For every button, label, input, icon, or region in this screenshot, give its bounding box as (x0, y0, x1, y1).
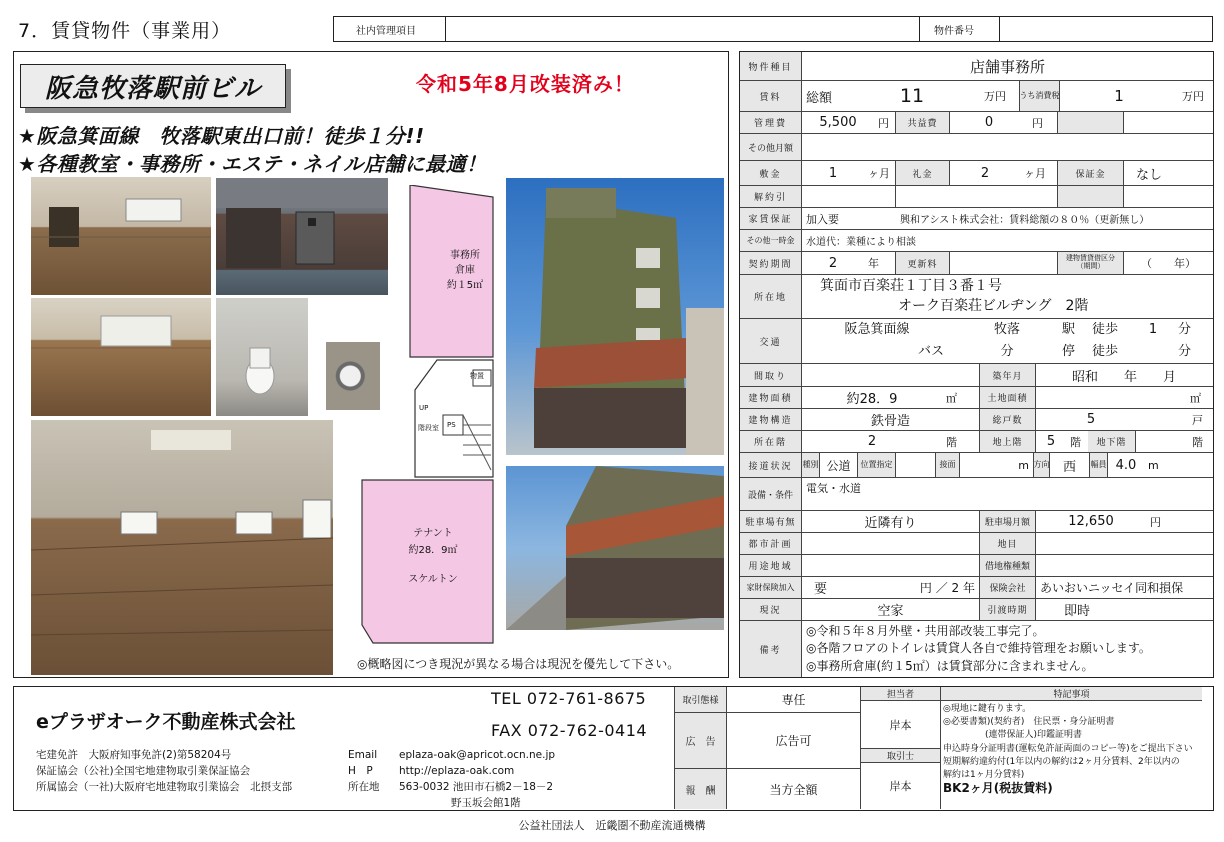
row-insurance (740, 577, 1213, 599)
lease-class-label: 建物賃貸借区分（期間） (1058, 252, 1124, 274)
row-term (740, 252, 1213, 275)
company-fax: FAX 072-762-0414 (491, 721, 648, 740)
hp-label: H P (348, 765, 373, 777)
row-guarantor (740, 208, 1213, 230)
cancel-blank (896, 186, 1058, 207)
transport-value (802, 319, 1213, 363)
photo-toilet (216, 298, 308, 416)
address-value (802, 275, 1213, 318)
units-label: 総戸数 (980, 409, 1036, 430)
tax-label: うち消費税 (1020, 81, 1060, 111)
transport-walk-unit: 分 (1178, 321, 1192, 337)
land-category-label: 地目 (980, 533, 1036, 554)
cancel-blank-2 (1058, 186, 1124, 207)
road-label: 接道状況 (740, 453, 802, 477)
company-address-1: 563-0032 池田市石橋2－18－2 (399, 781, 554, 793)
staff-label: 担当者 (861, 687, 941, 701)
guarantee-value: なし (1136, 167, 1163, 183)
special-notes (943, 703, 1201, 795)
deal-mode-value: 専任 (727, 687, 861, 713)
property-no-value[interactable] (1000, 17, 1212, 41)
guarantee-label: 保証金 (1058, 161, 1124, 185)
company-addr-label: 所在地 (348, 781, 380, 793)
road-contact-unit: m (960, 453, 1034, 477)
road-direction-label: 方向 (1034, 453, 1050, 477)
address-line-2: オーク百楽荘ビルヂング 2階 (898, 297, 1089, 314)
road-width-value: 4.0 (1115, 457, 1137, 473)
road-position-value (896, 453, 936, 477)
layout-value (802, 364, 980, 386)
land-category-value (1036, 533, 1213, 554)
road-width-label: 幅員 (1090, 453, 1108, 477)
road-contact-label: 接面 (936, 453, 960, 477)
company-info-panel (13, 686, 1214, 811)
trader-value: 岸本 (861, 763, 941, 809)
units-unit: 戸 (1192, 413, 1203, 427)
lease-class-value: （ 年） (1141, 257, 1196, 270)
row-transport (740, 319, 1213, 364)
deal-mode-label: 取引態様 (675, 687, 727, 713)
headline-access: ★阪急箕面線 牧落駅東出口前！徒歩１分!! (18, 124, 425, 148)
transport-bus: バス (917, 344, 944, 359)
insurance-label: 家財保険加入 (740, 577, 802, 598)
company-licenses (36, 747, 292, 795)
photo-interior-room (31, 177, 211, 295)
trader-label: 取引士 (861, 749, 941, 763)
built-value (1036, 364, 1213, 386)
mgmt-fee-label: 管理費 (740, 112, 802, 133)
below-unit: 階 (1192, 435, 1203, 449)
special-note-3: (連帯保証人)印鑑証明書 (985, 730, 1083, 741)
deposit-label: 敷金 (740, 161, 802, 185)
leasehold-type-value (1036, 555, 1213, 576)
transport-walk-min: 1 (1148, 321, 1158, 337)
mgmt-value[interactable] (446, 17, 920, 41)
staff-value: 岸本 (861, 701, 941, 749)
parking-fee-unit: 円 (1150, 515, 1161, 529)
above-value: 5 (1046, 434, 1056, 449)
insurance-period: 円 ／ 2 年 (862, 577, 980, 598)
built-label: 築年月 (980, 364, 1036, 386)
built-era: 昭和 (1072, 369, 1099, 385)
property-no-label: 物件番号 (920, 17, 1000, 41)
transport-bus-min: 分 (1000, 344, 1014, 359)
guarantor-required: 加入要 (806, 212, 839, 226)
remark-line-3: ◎事務所倉庫(約１5㎡）は賃貸部分に含まれません。 (806, 658, 1094, 673)
city-plan-label: 都市計画 (740, 533, 802, 554)
cancel-value (802, 186, 896, 207)
photo-building-street (506, 466, 724, 630)
land-area-label: 土地面積 (980, 387, 1036, 408)
key-money-unit: ヶ月 (1020, 161, 1058, 185)
built-month-unit: 月 (1163, 369, 1177, 385)
term-value: 2 (828, 255, 838, 271)
row-other-monthly (740, 134, 1213, 161)
floor-plan-caption: ◎概略図につき現況が異なる場合は現況を優先して下さい。 (357, 657, 680, 671)
term-unit: 年 (864, 252, 896, 274)
above-unit: 階 (1070, 435, 1081, 449)
deposit-unit: ヶ月 (864, 161, 896, 185)
company-contact-labels (348, 747, 380, 795)
fees-blank-2 (1124, 112, 1213, 133)
remark-line-2: ◎各階フロアのトイレは賃貸人各自で維持管理をお願いします。 (806, 641, 1151, 656)
deposit-value: 1 (828, 165, 838, 181)
floor-value: 2 (867, 434, 877, 449)
company-assoc-1: 保証協会（公社)全国宅地建物取引業保証協会 (36, 765, 251, 777)
special-note-6: 解約は1ヶ月分賃料) (943, 770, 1025, 781)
company-tel: TEL 072-761-8675 (491, 689, 647, 708)
area-value: 約28．9 (846, 392, 898, 407)
row-type (740, 52, 1213, 81)
floor-tenant-label: テナント 約28．9㎡ スケルトン (408, 528, 458, 585)
status-label: 現況 (740, 599, 802, 620)
renewal-label: 更新料 (896, 252, 950, 274)
common-fee-value: 0 (984, 115, 994, 130)
guarantor-detail: 興和アシスト株式会社：賃料総額の８０％（更新無し） (900, 215, 1150, 226)
common-fee-unit: 円 (1028, 112, 1058, 133)
remark-line-1: ◎令和５年８月外壁・共用部改装工事完了。 (806, 623, 1045, 638)
guarantor-label: 家賃保証 (740, 208, 802, 229)
special-notes-label: 特記事項 (941, 687, 1202, 701)
row-status (740, 599, 1213, 621)
type-value: 店舗事務所 (969, 57, 1045, 76)
structure-value: 鉄骨造 (802, 409, 980, 430)
building-name: 阪急牧落駅前ビル (20, 64, 286, 108)
type-label: 物件種目 (740, 52, 802, 80)
special-note-5: 短期解約違約付(1年以内の解約は2ヶ月分賃料、2年以内の (943, 756, 1180, 767)
row-cancel (740, 186, 1213, 208)
term-label: 契約期間 (740, 252, 802, 274)
document-title: 7．賃貸物件（事業用） (18, 20, 232, 42)
company-website-link[interactable]: http://eplaza-oak.com (399, 765, 515, 777)
photo-interior-room-2 (31, 298, 211, 416)
property-spec-table (739, 51, 1214, 678)
rent-unit: 万円 (980, 81, 1020, 111)
other-once-label: その他一時金 (740, 230, 802, 251)
row-parking (740, 511, 1213, 533)
company-address-2: 野玉坂会館1階 (451, 797, 521, 809)
rent-value: 11 (899, 85, 925, 107)
road-width-unit: m (1148, 458, 1159, 472)
transport-stop: 停 (1062, 344, 1076, 359)
photo-main-room (31, 420, 333, 675)
transport-stop-walk: 徒歩 (1092, 344, 1119, 359)
deal-fee-value: 当方全額 (727, 769, 861, 809)
above-label: 地上階 (980, 431, 1036, 452)
transport-station-suffix: 駅 (1062, 321, 1076, 337)
parking-fee-value: 12,650 (1068, 514, 1114, 529)
tax-unit: 万円 (1182, 90, 1204, 103)
leasehold-type-label: 借地権種類 (980, 555, 1036, 576)
parking-value: 近隣有り (802, 511, 980, 532)
row-road (740, 453, 1213, 478)
parking-label: 駐車場有無 (740, 511, 802, 532)
road-type-value: 公道 (820, 453, 858, 477)
transport-label: 交通 (740, 319, 802, 363)
floor-office-label: 事務所 倉庫 約１5㎡ (446, 250, 484, 291)
row-facility (740, 478, 1213, 511)
renewal-value (950, 252, 1058, 274)
row-remarks (740, 621, 1213, 677)
rent-label: 賃料 (740, 81, 802, 111)
company-license: 宅建免許 大阪府知事免許(2)第58204号 (36, 749, 232, 761)
floor-unit: 階 (942, 431, 980, 452)
parking-fee-label: 駐車場月額 (980, 511, 1036, 532)
footer-organization: 公益社団法人 近畿圏不動産流通機構 (518, 819, 706, 832)
transport-stop-unit: 分 (1178, 344, 1192, 359)
row-fees (740, 112, 1213, 134)
row-area (740, 387, 1213, 409)
email-label: Email (348, 749, 378, 761)
company-email[interactable]: eplaza-oak@apricot.ocn.ne.jp (399, 749, 556, 761)
key-money-value: 2 (980, 165, 990, 181)
special-note-2: ◎必要書類)(契約者) 住民票・身分証明書 (943, 717, 1115, 728)
address-line-1: 箕面市百楽荘１丁目３番１号 (820, 277, 1002, 294)
deal-ad-value: 広告可 (727, 713, 861, 769)
row-other-once (740, 230, 1213, 252)
transport-line: 阪急箕面線 (844, 321, 910, 337)
tax-value: 1 (1114, 87, 1124, 105)
units-value: 5 (1086, 412, 1096, 427)
road-position-label: 位置指定 (858, 453, 896, 477)
insurer-label: 保険会社 (980, 577, 1036, 598)
other-monthly-label: その他月額 (740, 134, 802, 160)
status-value: 空家 (802, 599, 980, 620)
row-structure (740, 409, 1213, 431)
special-note-1: ◎現地に鍵有ります。 (943, 704, 1032, 714)
handover-label: 引渡時期 (980, 599, 1036, 620)
special-note-7: BK2ヶ月(税抜賃料) (943, 781, 1053, 796)
mgmt-fee-value: 5,500 (819, 115, 857, 130)
zoning-label: 用途地域 (740, 555, 802, 576)
row-deposit (740, 161, 1213, 186)
other-monthly-value (802, 134, 1213, 160)
rent-total-label: 総額 (806, 90, 833, 106)
row-rent (740, 81, 1213, 112)
floor-stair-label: 階段室 (418, 424, 439, 432)
floor-up-label: UP (419, 404, 429, 412)
row-address (740, 275, 1213, 319)
floor-ps-label: PS (447, 421, 456, 429)
structure-label: 建物構造 (740, 409, 802, 430)
row-floor (740, 431, 1213, 453)
transport-walk-label: 徒歩 (1092, 321, 1119, 337)
layout-label: 間取り (740, 364, 802, 386)
cancel-label: 解約引 (740, 186, 802, 207)
road-type-label: 種別 (802, 453, 820, 477)
mgmt-label: 社内管理項目 (334, 17, 446, 41)
row-zoning (740, 555, 1213, 577)
deal-table (674, 687, 1201, 809)
company-name: eプラザオーク不動産株式会社 (36, 711, 296, 733)
company-contact-values (399, 747, 555, 811)
cancel-blank-3 (1124, 186, 1213, 207)
insurance-required: 要 (814, 582, 828, 597)
insurer-value: あいおいニッセイ同和損保 (1040, 581, 1184, 595)
common-fee-label: 共益費 (896, 112, 950, 133)
area-label: 建物面積 (740, 387, 802, 408)
fees-blank (1058, 112, 1124, 133)
transport-station: 牧落 (993, 321, 1020, 337)
address-label: 所在地 (740, 275, 802, 318)
zoning-value (802, 555, 980, 576)
headline-usage: ★各種教室・事務所・エステ・ネイル店舗に最適！ (18, 152, 487, 176)
road-direction-value: 西 (1050, 453, 1090, 477)
remarks-value (802, 621, 1213, 677)
floor-label: 所在階 (740, 431, 802, 452)
key-money-label: 礼金 (896, 161, 950, 185)
photo-building-exterior (506, 178, 724, 455)
other-once-value: 水道代：業種により相談 (806, 237, 916, 248)
facility-label: 設備・条件 (740, 478, 802, 510)
area-unit: ㎡ (942, 387, 980, 408)
special-note-4: 申込時身分証明書(運転免許証両面のコピー等)をご提出下さい (943, 743, 1193, 754)
city-plan-value (802, 533, 980, 554)
renovation-note: 令和5年8月改装済み！ (416, 72, 635, 96)
row-layout (740, 364, 1213, 387)
management-header (333, 16, 1213, 42)
facility-value: 電気・水道 (806, 482, 861, 495)
floor-storage-room-label: 物置 (470, 372, 484, 380)
remarks-label: 備考 (740, 621, 802, 677)
built-year-unit: 年 (1124, 369, 1138, 385)
deal-fee-label: 報 酬 (675, 769, 727, 809)
land-area-value: ㎡ (1190, 391, 1201, 405)
mgmt-fee-unit: 円 (874, 112, 896, 133)
company-assoc-2: 所属協会（一社)大阪府宅地建物取引業協会 北摂支部 (36, 781, 293, 793)
deal-ad-label: 広 告 (675, 713, 727, 769)
row-city-plan (740, 533, 1213, 555)
handover-value: 即時 (1064, 604, 1091, 619)
below-label: 地下階 (1088, 431, 1136, 452)
